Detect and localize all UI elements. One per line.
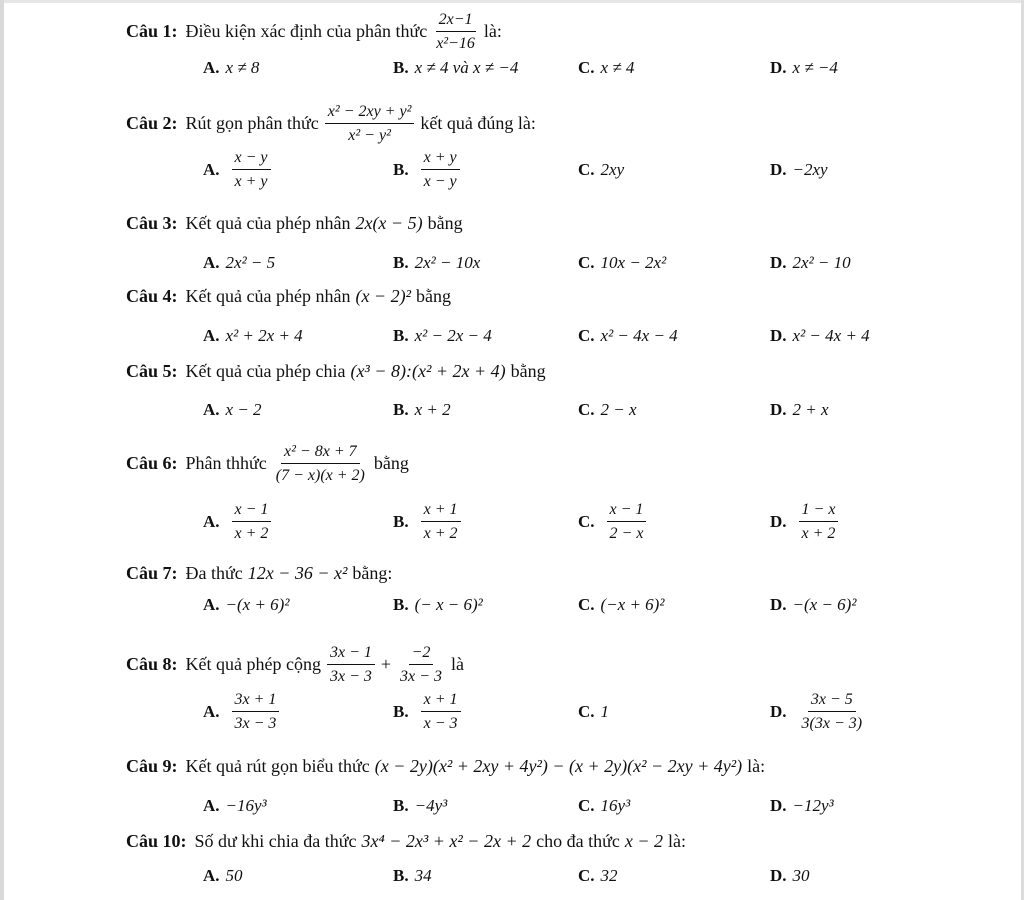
q3-option-d[interactable] [770,253,851,273]
option-label: C. [578,160,595,179]
option-fraction [232,500,272,543]
option-value: 2 + x [792,400,829,419]
option-label: B. [393,866,409,885]
denominator: x + y [234,173,268,191]
q8-option-c[interactable] [578,702,609,722]
q2-option-b[interactable] [393,148,466,191]
option-label: D. [770,511,787,531]
q9-option-a[interactable] [203,796,267,816]
option-value: x² − 4x + 4 [792,326,870,345]
option-label: D. [770,58,787,77]
option-label: B. [393,159,409,179]
option-value: 34 [414,866,432,885]
option-label: D. [770,326,787,345]
option-value: 1 [600,702,610,721]
option-label: A. [203,253,220,272]
q2-option-a[interactable] [203,148,277,191]
question-label: Câu 9: [126,756,178,776]
denominator: 3x − 3 [329,668,372,686]
question-label: Câu 4: [126,286,178,306]
option-label: C. [578,58,595,77]
option-value: x² − 2x − 4 [414,326,492,345]
question-expression: (x − 2)² [355,286,411,306]
q10-option-d[interactable] [770,866,810,886]
question-fraction [325,102,415,145]
numerator: x² − 8x + 7 [281,442,360,464]
q3-option-c[interactable] [578,253,666,273]
option-label: C. [578,702,595,721]
numerator: x² − 2xy + y² [325,102,415,124]
question-fraction [327,643,375,686]
option-value: (−x + 6)² [600,595,665,614]
option-value: −(x − 6)² [792,595,857,614]
option-value: 16y³ [600,796,631,815]
q2-option-c[interactable] [578,160,624,180]
q8-option-a[interactable] [203,690,285,733]
option-label: A. [203,326,220,345]
option-label: B. [393,326,409,345]
question-9 [126,756,765,777]
question-label: Câu 2: [126,113,178,134]
numerator: 3x + 1 [232,690,280,712]
question-text: Số dư khi chia đa thức [194,831,357,851]
q1-option-b[interactable] [393,58,518,78]
numerator: x + 1 [421,690,461,712]
option-value: x² + 2x + 4 [225,326,303,345]
option-label: A. [203,796,220,815]
option-label: D. [770,796,787,815]
question-text: Kết quả của phép nhân [185,213,351,233]
q4-option-d[interactable] [770,326,870,346]
q7-option-c[interactable] [578,595,664,615]
option-label: D. [770,253,787,272]
option-label: B. [393,253,409,272]
question-tail: bằng [373,453,409,474]
option-value: 2x² − 10 [792,253,851,272]
q8-option-b[interactable] [393,690,467,733]
question-expression: 3x⁴ − 2x³ + x² − 2x + 2 [361,831,532,851]
question-tail: bằng [427,213,463,233]
numerator: −2 [409,643,434,665]
denominator: x − 3 [423,715,458,733]
option-value: x ≠ 4 [600,58,635,77]
option-label: C. [578,253,595,272]
question-label: Câu 10: [126,831,187,851]
option-label: C. [578,326,595,345]
q6-option-b[interactable] [393,500,467,543]
option-fraction [232,690,280,733]
q7-option-d[interactable] [770,595,856,615]
q5-option-a[interactable] [203,400,262,420]
option-fraction [421,690,461,733]
option-value: (− x − 6)² [414,595,483,614]
option-value: x ≠ −4 [792,58,838,77]
question-text: Kết quả phép cộng [185,654,321,675]
numerator: 3x − 1 [327,643,375,665]
option-value: x ≠ 4 và x ≠ −4 [414,58,519,77]
q6-option-a[interactable] [203,500,277,543]
q9-option-b[interactable] [393,796,447,816]
option-value: 32 [600,866,618,885]
option-label: C. [578,511,595,531]
question-tail: bằng [415,286,451,306]
option-value: x² − 4x − 4 [600,326,678,345]
option-label: A. [203,58,220,77]
option-value: 2x² − 10x [414,253,481,272]
q4-option-c[interactable] [578,326,678,346]
option-label: D. [770,595,787,614]
question-tail: là: [667,831,686,851]
q5-option-b[interactable] [393,400,451,420]
numerator: 3x − 5 [808,690,856,712]
q6-option-d[interactable] [770,500,844,543]
denominator: 3x − 3 [234,715,277,733]
question-2 [126,102,536,145]
option-label: A. [203,159,220,179]
q6-option-c[interactable] [578,500,652,543]
q1-option-c[interactable] [578,58,634,78]
option-value: x + 2 [414,400,451,419]
question-5 [126,361,546,382]
option-label: D. [770,866,787,885]
option-fraction [799,500,839,543]
option-label: B. [393,595,409,614]
question-text: Kết quả của phép nhân [185,286,351,306]
question-text: Rút gọn phân thức [185,113,319,134]
option-label: A. [203,511,220,531]
numerator: x + 1 [421,500,461,522]
denominator: 3(3x − 3) [801,715,863,733]
q9-option-d[interactable] [770,796,834,816]
denominator: 2 − x [609,525,644,543]
option-fraction [232,148,271,191]
option-value: −12y³ [792,796,834,815]
q1-option-d[interactable] [770,58,838,78]
q7-option-b[interactable] [393,595,483,615]
question-label: Câu 3: [126,213,178,233]
denominator: x + 2 [423,525,458,543]
question-10 [126,831,686,852]
denominator: 3x − 3 [400,668,442,686]
option-value: x ≠ 8 [225,58,260,77]
question-6 [126,442,409,485]
question-text: Kết quả rút gọn biểu thức [185,756,370,776]
question-connector: cho đa thức [536,831,620,851]
q10-option-c[interactable] [578,866,618,886]
q5-option-c[interactable] [578,400,637,420]
option-value: 50 [225,866,243,885]
option-value: −2xy [792,160,828,179]
option-label: B. [393,58,409,77]
question-7 [126,563,392,584]
option-label: C. [578,595,595,614]
denominator: x + 2 [801,525,836,543]
question-4 [126,286,451,307]
q4-option-b[interactable] [393,326,492,346]
question-text: Điều kiện xác định của phân thức [185,21,428,42]
option-fraction [799,690,866,733]
question-text: Đa thức [185,563,243,583]
question-expression: (x − 2y)(x² + 2xy + 4y²) − (x + 2y)(x² − 2xy + 4y²) [374,756,743,776]
option-label: B. [393,796,409,815]
numerator: 1 − x [799,500,839,522]
option-fraction [421,148,460,191]
option-fraction [607,500,647,543]
numerator: x + y [421,148,460,170]
option-label: B. [393,511,409,531]
question-tail: bằng: [352,563,393,583]
q4-option-a[interactable] [203,326,303,346]
option-label: D. [770,400,787,419]
q2-option-d[interactable] [770,160,828,180]
option-label: D. [770,701,787,721]
numerator: x − y [232,148,271,170]
option-label: A. [203,400,220,419]
option-label: C. [578,400,595,419]
option-value: −16y³ [225,796,267,815]
question-tail: kết quả đúng là: [420,113,536,134]
q9-option-c[interactable] [578,796,630,816]
q3-option-b[interactable] [393,253,480,273]
q3-option-a[interactable] [203,253,275,273]
question-tail: là [450,654,464,675]
question-8 [126,643,464,686]
option-value: x − 2 [225,400,262,419]
question-label: Câu 6: [126,453,178,474]
option-value: 2xy [600,160,625,179]
option-value: 2x² − 5 [225,253,276,272]
denominator: (7 − x)(x + 2) [275,467,365,485]
option-value: 30 [792,866,810,885]
option-label: B. [393,701,409,721]
denominator: x + 2 [234,525,269,543]
question-tail: là: [747,756,766,776]
q5-option-d[interactable] [770,400,829,420]
question-1 [126,10,502,53]
option-value: 2 − x [600,400,637,419]
option-value: 10x − 2x² [600,253,667,272]
numerator: x − 1 [607,500,647,522]
question-expression: 12x − 36 − x² [247,563,348,583]
question-text: Kết quả của phép chia [185,361,346,381]
q10-option-b[interactable] [393,866,432,886]
denominator: x²−16 [436,35,475,53]
option-label: A. [203,701,220,721]
question-fraction [273,442,368,485]
numerator: 2x−1 [436,10,476,32]
option-value: −4y³ [414,796,448,815]
option-label: D. [770,160,787,179]
q8-option-d[interactable] [770,690,871,733]
question-text: Phân thhức [185,453,267,474]
option-label: C. [578,796,595,815]
q1-option-a[interactable] [203,58,259,78]
question-label: Câu 7: [126,563,178,583]
denominator: x − y [423,173,457,191]
option-label: A. [203,595,220,614]
plus-sign: + [380,654,392,675]
option-value: −(x + 6)² [225,595,290,614]
question-label: Câu 5: [126,361,178,381]
q7-option-a[interactable] [203,595,289,615]
question-expression: (x³ − 8):(x² + 2x + 4) [350,361,506,381]
question-tail: bằng [510,361,546,381]
option-label: B. [393,400,409,419]
option-fraction [421,500,461,543]
q10-option-a[interactable] [203,866,243,886]
numerator: x − 1 [232,500,272,522]
question-fraction-2 [397,643,445,686]
question-expression: 2x(x − 5) [355,213,423,233]
option-label: A. [203,866,220,885]
question-fraction [433,10,478,53]
question-3 [126,213,463,234]
question-tail: là: [483,21,502,42]
question-label: Câu 1: [126,21,178,42]
question-label: Câu 8: [126,654,178,675]
denominator: x² − y² [348,127,391,145]
option-label: C. [578,866,595,885]
question-expression-2: x − 2 [624,831,663,851]
